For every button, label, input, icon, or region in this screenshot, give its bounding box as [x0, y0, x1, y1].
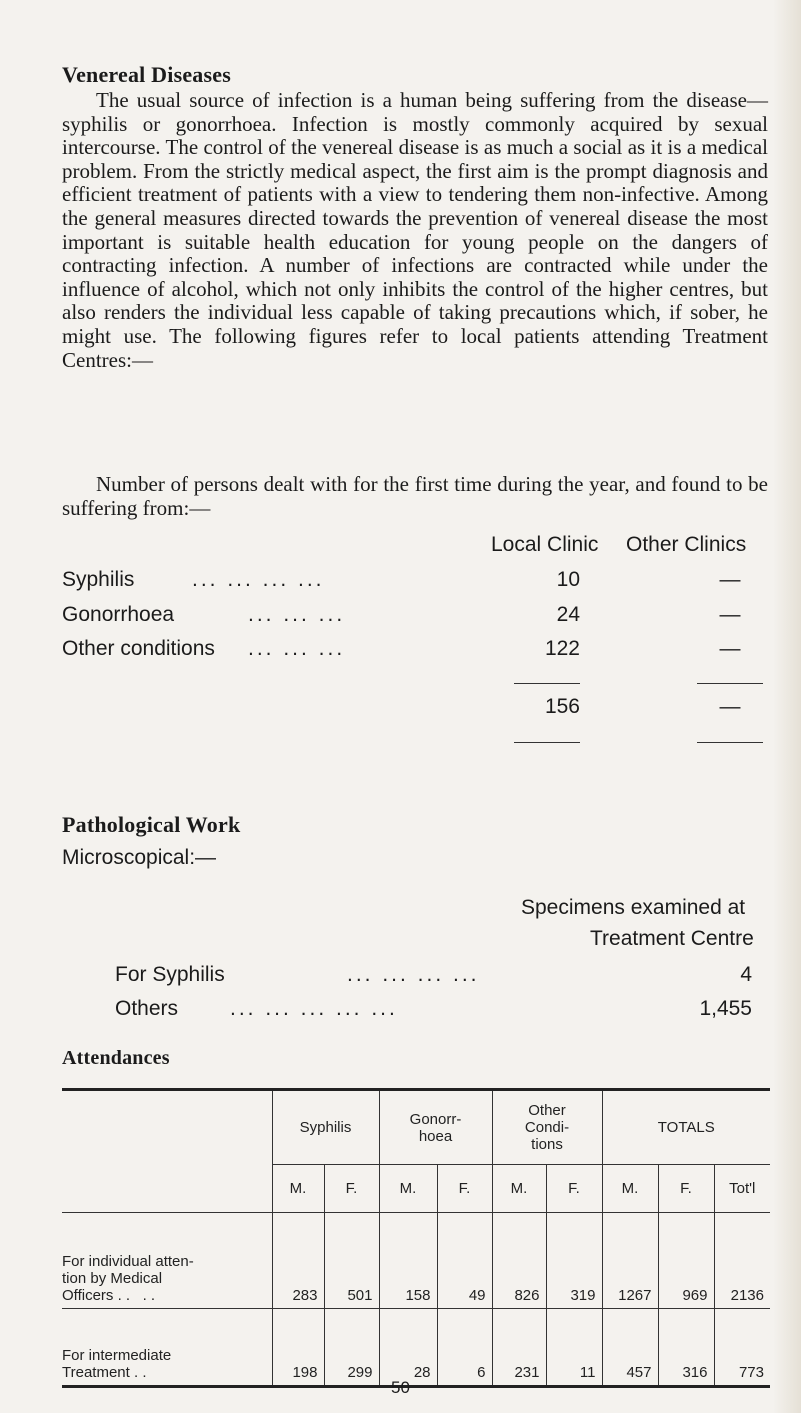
vd-row-label: Gonorrhoea [62, 603, 175, 626]
row-label: For individual atten- tion by Medical Officers . . . . [62, 1213, 272, 1309]
vd-row-other: — [719, 637, 741, 660]
microscopical-label: Microscopical:— [62, 846, 217, 869]
path-row-value: 1,455 [699, 997, 752, 1020]
vd-row-other: — [719, 603, 741, 626]
table-row [62, 1309, 770, 1387]
cell: 231 [492, 1309, 546, 1387]
group-header: Other Condi- tions [492, 1090, 602, 1165]
cell: 969 [658, 1213, 714, 1309]
cell: 457 [602, 1309, 658, 1387]
vd-row-local: 10 [556, 568, 580, 591]
cell: 773 [714, 1309, 770, 1387]
cell: 319 [546, 1213, 602, 1309]
attendances-table [62, 1088, 770, 1388]
cell: 299 [324, 1309, 379, 1387]
subheader: Tot'l [714, 1165, 770, 1213]
cell: 198 [272, 1309, 324, 1387]
row-label: For intermediate Treatment . . [62, 1309, 272, 1387]
path-row-value: 4 [740, 963, 752, 986]
col-other-clinics: Other Clinics [626, 533, 747, 556]
venereal-paragraph [62, 89, 768, 372]
venereal-heading: Venereal Diseases [62, 62, 231, 87]
total-underline-other [697, 742, 763, 743]
total-rule-local [514, 683, 580, 684]
vd-row-dots: ... ... ... ... [192, 568, 325, 591]
venereal-intro [62, 473, 768, 520]
subheader: F. [546, 1165, 602, 1213]
subheader: M. [602, 1165, 658, 1213]
path-row-dots: ... ... ... ... [347, 963, 480, 986]
page-edge-shadow [773, 0, 801, 1413]
cell: 283 [272, 1213, 324, 1309]
total-rule-other [697, 683, 763, 684]
group-header: Gonorr- hoea [379, 1090, 492, 1165]
venereal-intro-text: Number of persons dealt with for the first time during the year, and found to be suffering from:— [62, 472, 768, 520]
subheader: M. [379, 1165, 437, 1213]
cell: 11 [546, 1309, 602, 1387]
corner-cell [62, 1090, 272, 1213]
vd-row-local: 24 [556, 603, 580, 626]
path-row-label: For Syphilis [115, 963, 225, 986]
subheader: F. [437, 1165, 492, 1213]
vd-row-label: Other conditions [62, 637, 215, 660]
total-underline-local [514, 742, 580, 743]
cell: 49 [437, 1213, 492, 1309]
specimens-header-line2: Treatment Centre [590, 927, 754, 950]
group-header: TOTALS [602, 1090, 770, 1165]
cell: 1267 [602, 1213, 658, 1309]
subheader: M. [272, 1165, 324, 1213]
page-number: 50 [391, 1378, 410, 1397]
specimens-header-line1: Specimens examined at [521, 896, 746, 919]
vd-total-local: 156 [544, 695, 580, 718]
cell: 2136 [714, 1213, 770, 1309]
cell: 501 [324, 1213, 379, 1309]
path-row-dots: ... ... ... ... ... [230, 997, 398, 1020]
cell: 316 [658, 1309, 714, 1387]
cell: 826 [492, 1213, 546, 1309]
vd-row-local: 122 [544, 637, 580, 660]
table-row [62, 1213, 770, 1309]
subheader: M. [492, 1165, 546, 1213]
group-header: Syphilis [272, 1090, 379, 1165]
path-row-label: Others [115, 997, 179, 1020]
vd-row-label: Syphilis [62, 568, 135, 591]
pathological-heading: Pathological Work [62, 812, 241, 837]
col-local-clinic: Local Clinic [491, 533, 599, 556]
subheader: F. [658, 1165, 714, 1213]
vd-row-other: — [719, 568, 741, 591]
vd-total-other: — [719, 695, 741, 718]
subheader: F. [324, 1165, 379, 1213]
venereal-paragraph-text: The usual source of infection is a human being suffering from the disease—syphilis or gonorrhoea. Infection is mostly commonly acquired by sexual intercourse. The control of the venereal disease is as much a social as it is a medical problem. From the strictly medical aspect, the first aim is the prompt diagnosis and efficient treatment of patients with a view to tendering them non-infective. Among the general measures directed towards the prevention of venereal disease the most important is suitable health education for young people on the dangers of contracting infection. A number of infections are contracted while under the influence of alcohol, which not only inhibits the control of the higher centres, but also renders the individual less capable of taking precautions which, if sober, he might use. The following figures refer to local patients attending Treatment Centres:— [62, 88, 768, 372]
cell: 158 [379, 1213, 437, 1309]
vd-row-dots: ... ... ... [248, 637, 346, 660]
cell: 6 [437, 1309, 492, 1387]
attendances-heading: Attendances [62, 1047, 170, 1069]
cell: 28 [379, 1309, 437, 1387]
vd-row-dots: ... ... ... [248, 603, 346, 626]
